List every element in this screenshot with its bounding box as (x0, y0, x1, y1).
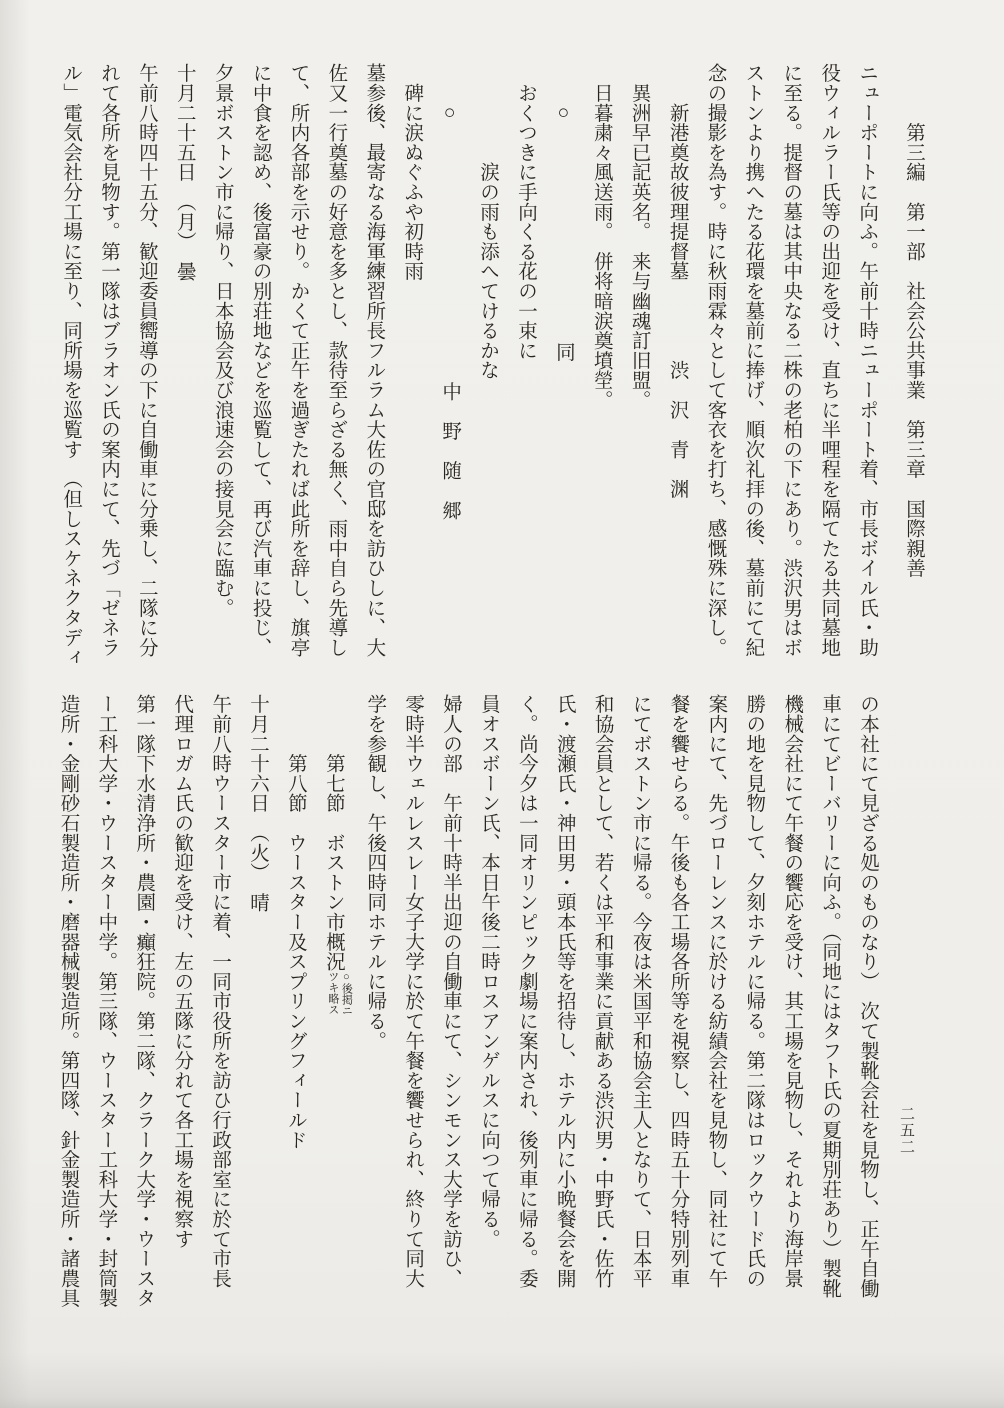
kanshi-column: 異洲早已記英名。 来与幽魂訂旧盟。 (628, 63, 650, 410)
inline-note-line: ツキ略ス (326, 971, 339, 1016)
bottom-text-block (49, 694, 886, 1339)
haiku-column: 碑に涙ぬぐふや初時雨 (401, 63, 423, 281)
poem-title-author-column: 新港奠故彼理提督墓 渋 沢 青 渊 (666, 63, 688, 499)
body-text-column: 機械会社にて午餐の饗応を受け、其工場を見物し、それより海岸景 (781, 694, 803, 1288)
body-text-column: 第一隊下水清浄所・農園・癲狂院。第二隊、クラーク大学・ウースタ (133, 694, 155, 1308)
body-text-column: の本社にて見ざる処のものなり） 次て製靴会社を見物し、正午自働 (857, 694, 878, 1299)
body-text-column: 車にてビーバリーに向ふ。（同地にはタフト氏の夏期別荘あり）製靴 (819, 694, 841, 1299)
poem-marker-author-column: ○ 同 (552, 63, 574, 362)
top-text-block (51, 63, 932, 708)
inline-note-line: ○後掲ニ (340, 971, 353, 1017)
body-text-column: 餐を饗せらる。午後も各工場各所等を視察し、四時五十分特別列車 (667, 694, 689, 1288)
body-text-column: 墓参後、最寄なる海軍練習所長フルラム大佐の官邸を訪ひしに、大 (363, 63, 385, 657)
chapter-header: 第三編 第一部 社会公共事業 第三章 国際親善 (903, 63, 924, 578)
body-text-column: て、所内各部を示せり。かくて正午を過ぎたれば此所を辞し、旗亭 (287, 63, 309, 657)
date-heading: 十月二十六日 （火） 晴 (247, 694, 268, 913)
poem-marker-author-column: ○ 中 野 随 郷 (439, 63, 461, 520)
body-text-column: に至る。提督の墓は其中央なる二株の老柏の下にあり。渋沢男はボ (780, 63, 802, 657)
body-text-column: ー工科大学・ウースター中学。第三隊、ウースター工科大学・封筒製 (95, 694, 117, 1308)
body-text-column: 佐又一行奠墓の好意を多とし、款待至らざる無く、雨中自ら先導し (325, 63, 347, 657)
body-text-column: 役ウィルラー氏等の出迎を受け、直ちに半哩程を隔てたる共同墓地 (818, 63, 840, 657)
body-text-column: 和協会員として、若くは平和事業に貢献ある渋沢男・中野氏・佐竹 (591, 694, 613, 1288)
body-text-column: ストンより携へたる花環を墓前に捧げ、順次礼拝の後、墓前にて紀 (742, 63, 764, 657)
body-text-column: 氏・渡瀬氏・神田男・頭本氏等を招待し、ホテル内に小晩餐会を開 (553, 694, 575, 1288)
tanka-column: 涙の雨も添へてけるかな (477, 63, 499, 380)
body-text-column: 勝の地を見物して、夕刻ホテルに帰る。第二隊はロックウード氏の (743, 694, 765, 1288)
section-heading-text: 第七節 ボストン市概況 (322, 694, 344, 972)
body-text-column: 婦人の部 午前十時半出迎の自働車にて、シンモンス大学を訪ひ、 (440, 694, 462, 1288)
body-text-column: く。尚今夕は一同オリンピック劇場に案内され、後列車に帰る。委 (515, 694, 537, 1288)
kanshi-column: 日暮粛々風送雨。 併将暗涙奠墳塋。 (590, 63, 612, 410)
section-heading-7 (314, 694, 355, 1339)
body-text-column: 員オスボーン氏、本日午後二時ロスアンゲルスに向つて帰る。 (477, 694, 499, 1249)
inline-note (325, 971, 352, 1016)
body-text-column: にてボストン市に帰る。今夜は米国平和協会主人となりて、日本平 (629, 694, 651, 1288)
tanka-column: おくつきに手向くる花の一束に (514, 63, 536, 360)
body-text-column: 零時半ウェルレスレー女子大学に於て午餐を饗せられ、終りて同大 (402, 694, 424, 1288)
date-heading: 十月二十五日 （月） 曇 (173, 63, 195, 282)
body-text-column: 夕景ボストン市に帰り、日本協会及び浪速会の接見会に臨む。 (211, 63, 233, 618)
body-text-column: に中食を認め、後富豪の別荘地などを巡覧して、再び汽車に投じ、 (249, 63, 271, 657)
body-text-column: 案内にて、先づローレンスに於ける紡績会社を見物し、同社にて午 (705, 694, 727, 1288)
body-text-column: 午前八時ウースター市に着、一同市役所を訪ひ行政部室に於て市長 (209, 694, 231, 1288)
page-number: 二五二 (898, 1106, 914, 1156)
body-text-column: ル」電気会社分工場に至り、同所場を巡覧す （但しスケネクタディ (60, 63, 82, 668)
body-text-column: ニューポートに向ふ。午前十時ニューポート着、市長ボイル氏・助 (856, 63, 878, 657)
body-text-column: 午前八時四十五分、歓迎委員嚮導の下に自働車に分乗し、二隊に分 (135, 63, 157, 657)
body-text-column: 学を参観し、午後四時同ホテルに帰る。 (364, 694, 386, 1051)
body-text-column: れて各所を見物す。第一隊はブラオン氏の案内にて、先づ「ゼネラ (97, 63, 119, 657)
section-heading-8: 第八節 ウースター及スプリングフィールド (284, 694, 306, 1150)
body-text-column: 造所・金剛砂石製造所・磨器械製造所。第四隊、針金製造所・諸農具 (57, 694, 79, 1308)
body-text-column: 代理ロガム氏の歓迎を受け、左の五隊に分れて各工場を視察す (171, 694, 193, 1249)
body-text-column: 念の撮影を為す。時に秋雨霖々として客衣を打ち、感慨殊に深し。 (704, 63, 726, 657)
